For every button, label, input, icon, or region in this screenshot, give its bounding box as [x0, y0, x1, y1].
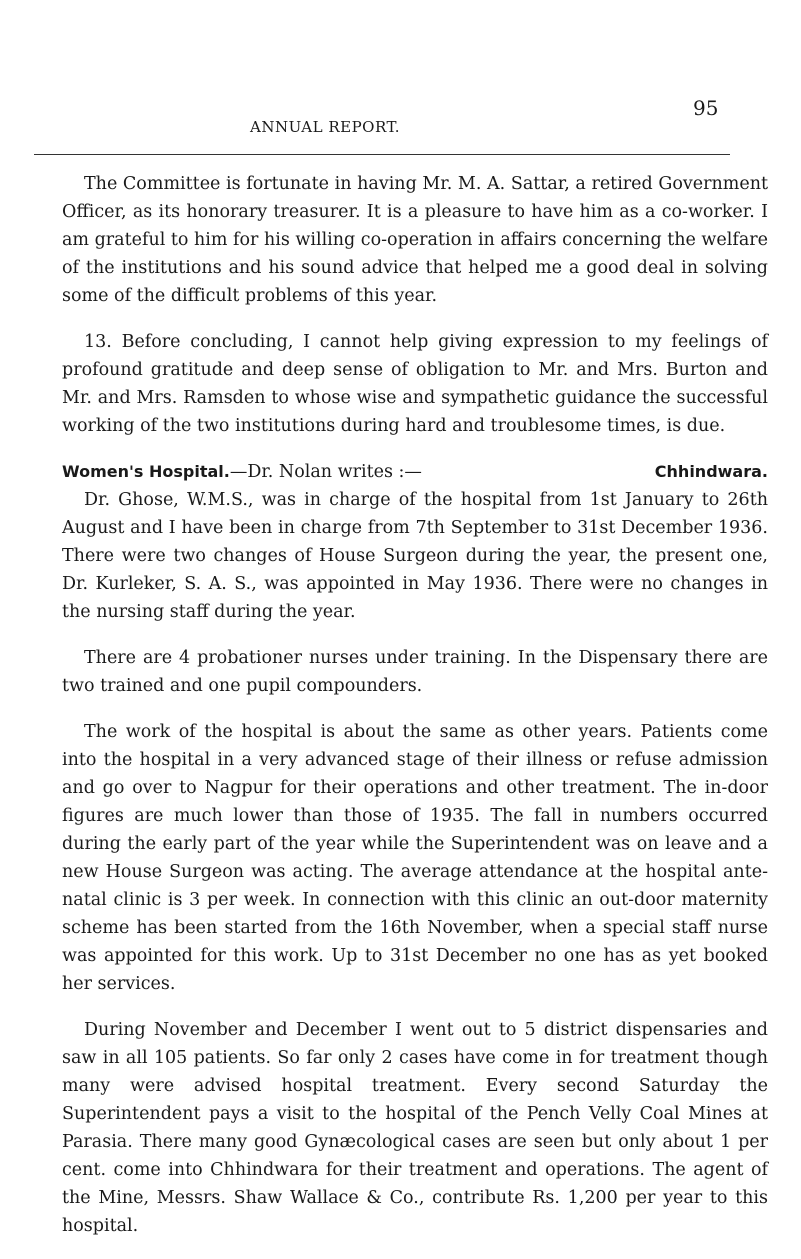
running-title: ANNUAL REPORT. — [250, 118, 401, 136]
body-text — [62, 170, 768, 1240]
section-lead-text: —Dr. Nolan writes :— — [229, 462, 422, 482]
marginal-note-chhindwara: Chhindwara. — [654, 462, 768, 481]
page-number: 95 — [693, 96, 719, 120]
paragraph-womens-hospital-lead — [62, 458, 768, 486]
paragraph-womens-hospital-body: Dr. Ghose, W.M.S., was in charge of the hospital from 1st January to 26th August and I have been in charge from 7th September to 31st December 1936. There were two changes of House Surgeon during the year, the present one, Dr. Kurleker, S. A. S., was appointed in May 1936. There were no changes in the nursing staff during the year. — [62, 490, 768, 622]
paragraph-treasurer: The Committee is fortunate in having Mr. M. A. Sattar, a retired Government Officer, as its honorary treasurer. It is a pleasure to have him as a co-worker. I am grateful to him for his willing co-operation in affairs concerning the welfare of the institutions and his sound advice that helped me a good deal in solving some of the difficult problems of this year. — [62, 174, 768, 306]
section-heading-womens-hospital: Women's Hospital. — [62, 462, 230, 481]
paragraph-hospital-work: The work of the hospital is about the same as other years. Patients come into the hospital in a very advanced stage of their illness or refuse admission and go over to Nagpur for their operations and other treatment. The in-door figures are much lower than those of 1935. The fall in numbers occurred during the early part of the year while the Superintendent was on leave and a new House Surgeon was acting. The average attendance at the hospital ante-natal clinic is 3 per week. In connection with this clinic an out-door maternity scheme has been started from the 16th November, when a special staff nurse was appointed for this work. Up to 31st December no one has as yet booked her services. — [62, 722, 768, 994]
header-rule — [34, 154, 730, 155]
paragraph-13-concluding: 13. Before concluding, I cannot help giving expression to my feelings of profound gratitude and deep sense of obligation to Mr. and Mrs. Burton and Mr. and Mrs. Ramsden to whose wise and sympathetic guidance the successful working of the two institutions during hard and troublesome times, is due. — [62, 332, 768, 436]
paragraph-nurses: There are 4 probationer nurses under training. In the Dispensary there are two trained and one pupil compounders. — [62, 648, 768, 696]
paragraph-district-dispensaries: During November and December I went out to 5 district dispensaries and saw in all 105 patients. So far only 2 cases have come in for treatment though many were advised hospital treatment. Every second Saturday the Superintendent pays a visit to the hospital of the Pench Velly Coal Mines at Parasia. There many good Gynæcological cases are seen but only about 1 per cent. come into Chhindwara for their treatment and operations. The agent of the Mine, Messrs. Shaw Wallace & Co., contribute Rs. 1,200 per year to this hospital. — [62, 1020, 768, 1236]
